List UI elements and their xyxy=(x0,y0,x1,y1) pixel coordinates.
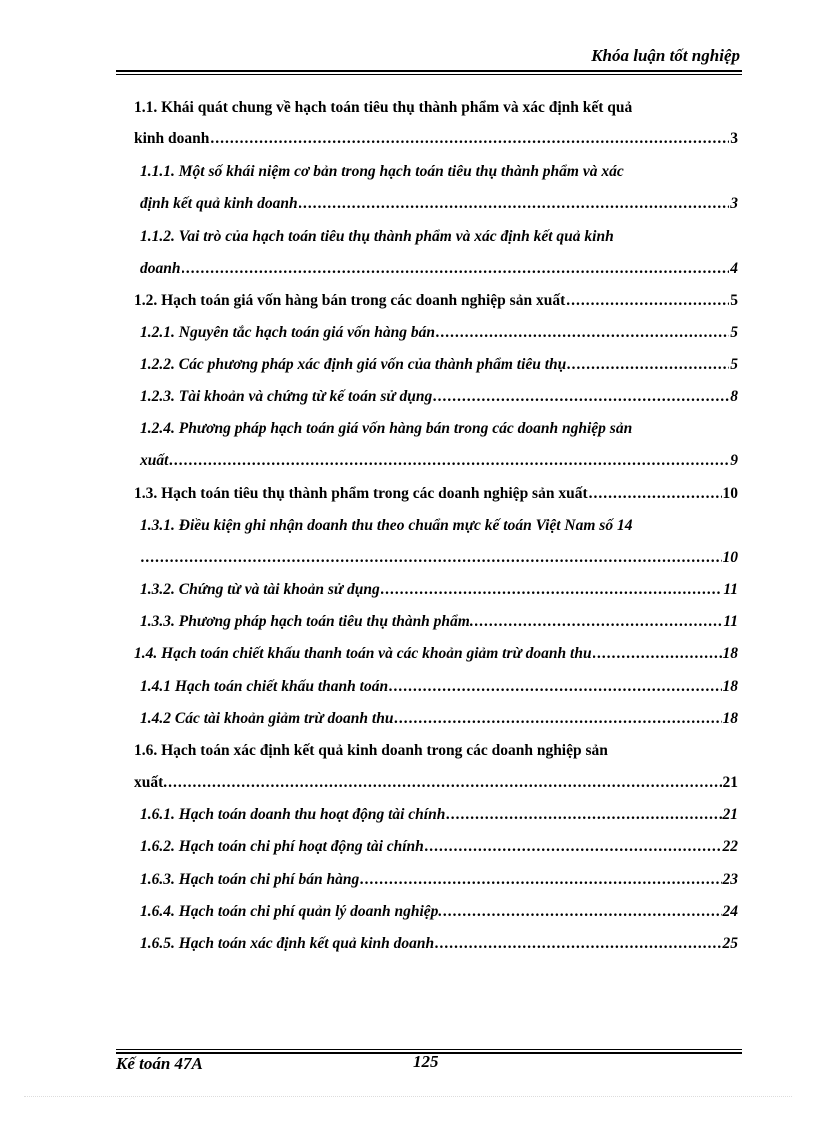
leader-dots xyxy=(381,579,723,601)
toc-page-number: 21 xyxy=(722,774,738,791)
toc-page-number: 21 xyxy=(722,806,738,823)
toc-entry-1-2-2[interactable] xyxy=(140,354,738,376)
footer-page-number: 125 xyxy=(413,1052,439,1071)
toc-entry-1-2-4-line1[interactable]: 1.2.4. Phương pháp hạch toán giá vốn hàng bán trong các doanh nghiệp sản xyxy=(140,420,633,437)
leader-dots xyxy=(425,836,722,858)
toc-page-number: 23 xyxy=(722,871,738,888)
toc-page-number: 18 xyxy=(722,710,738,727)
toc-entry-1-3-1[interactable] xyxy=(140,547,738,569)
toc-entry-text: 1.4.1 Hạch toán chiết khấu thanh toán xyxy=(140,678,389,695)
toc-entry-text: 1.6.4. Hạch toán chi phí quản lý doanh nghiệp. xyxy=(140,903,443,920)
leader-dots xyxy=(566,290,729,312)
toc-page-number: 4 xyxy=(730,260,738,277)
leader-dots xyxy=(169,450,729,472)
toc-page-number: 10 xyxy=(722,549,738,566)
toc-entry-1-6-1[interactable] xyxy=(140,804,738,826)
toc-entry-1-2-4[interactable] xyxy=(140,450,738,472)
toc-entry-text: 1.2.3. Tài khoản và chứng từ kế toán sử dụng xyxy=(140,388,433,405)
toc-page-number: 5 xyxy=(730,356,738,373)
toc-page-number: 8 xyxy=(730,388,738,405)
toc-entry-1-1[interactable] xyxy=(134,128,738,150)
toc-page-number: 3 xyxy=(730,130,738,147)
toc-entry-1-3[interactable] xyxy=(134,483,738,505)
leader-dots xyxy=(435,933,721,955)
toc-entry-text: định kết quả kinh doanh xyxy=(140,195,298,212)
toc-page-number: 11 xyxy=(723,581,738,598)
leader-dots xyxy=(168,772,721,794)
toc-page-number: 5 xyxy=(730,292,738,309)
page-edge-divider xyxy=(24,1096,792,1097)
toc-entry-1-1-1-line1[interactable]: 1.1.1. Một số khái niệm cơ bản trong hạch toán tiêu thụ thành phẩm và xác xyxy=(140,163,624,180)
toc-page-number: 9 xyxy=(730,452,738,469)
toc-entry-text: 1.6.2. Hạch toán chi phí hoạt động tài chính xyxy=(140,838,424,855)
footer-department: Kế toán 47A xyxy=(116,1054,203,1073)
toc-entry-text: 1.2. Hạch toán giá vốn hàng bán trong các doanh nghiệp sản xuất xyxy=(134,292,566,309)
toc-entry-text: 1.3.2. Chứng từ và tài khoản sử dụng xyxy=(140,581,380,598)
leader-dots xyxy=(394,708,721,730)
toc-entry-1-1-2-line1[interactable]: 1.1.2. Vai trò của hạch toán tiêu thụ thành phẩm và xác định kết quả kinh xyxy=(140,228,614,245)
toc-page-number: 22 xyxy=(722,838,738,855)
toc-entry-1-2[interactable] xyxy=(134,290,738,312)
toc-page-number: 18 xyxy=(722,678,738,695)
leader-dots xyxy=(389,676,721,698)
toc-page-number: 24 xyxy=(722,903,738,920)
toc-entry-1-4-1[interactable] xyxy=(140,676,738,698)
toc-entry-1-4[interactable] xyxy=(134,643,738,665)
leader-dots xyxy=(589,483,722,505)
leader-dots xyxy=(446,804,721,826)
toc-entry-1-2-1[interactable] xyxy=(140,322,738,344)
toc-entry-text: doanh xyxy=(140,260,181,277)
leader-dots xyxy=(593,643,722,665)
leader-dots xyxy=(443,901,721,923)
toc-page-number: 3 xyxy=(730,195,738,212)
toc-entry-text: 1.3. Hạch toán tiêu thụ thành phẩm trong các doanh nghiệp sản xuất xyxy=(134,485,588,502)
toc-entry-1-2-3[interactable] xyxy=(140,386,738,408)
toc-entry-text: xuất. xyxy=(134,774,168,791)
toc-entry-text: 1.2.1. Nguyên tắc hạch toán giá vốn hàng bán xyxy=(140,324,435,341)
toc-page-number: 5 xyxy=(730,324,738,341)
toc-entry-1-1-2[interactable] xyxy=(140,258,738,280)
toc-entry-text: 1.4.2 Các tài khoản giảm trừ doanh thu xyxy=(140,710,394,727)
leader-dots xyxy=(475,611,723,633)
toc-entry-1-4-2[interactable] xyxy=(140,708,738,730)
toc-entry-text: 1.6.5. Hạch toán xác định kết quả kinh doanh xyxy=(140,935,435,952)
toc-page-number: 11 xyxy=(723,613,738,630)
leader-dots xyxy=(141,547,722,569)
toc-entry-text: 1.3.3. Phương pháp hạch toán tiêu thụ thành phẩm. xyxy=(140,613,474,630)
toc-entry-text: 1.2.2. Các phương pháp xác định giá vốn của thành phẩm tiêu thụ xyxy=(140,356,567,373)
leader-dots xyxy=(436,322,729,344)
header-rule xyxy=(116,70,742,75)
toc-page-number: 18 xyxy=(722,645,738,662)
leader-dots xyxy=(360,869,721,891)
toc-entry-text: 1.4. Hạch toán chiết khấu thanh toán và các khoản giảm trừ doanh thu xyxy=(134,645,592,662)
leader-dots xyxy=(567,354,729,376)
toc-entry-text: 1.6.1. Hạch toán doanh thu hoạt động tài chính xyxy=(140,806,446,823)
header-title: Khóa luận tốt nghiệp xyxy=(591,46,740,65)
toc-entry-1-3-3[interactable] xyxy=(140,611,738,633)
toc-page-number: 25 xyxy=(722,935,738,952)
toc-entry-1-1-1[interactable] xyxy=(140,193,738,215)
toc-entry-1-6-5[interactable] xyxy=(140,933,738,955)
toc-entry-1-3-1-line1[interactable]: 1.3.1. Điều kiện ghi nhận doanh thu theo chuẩn mực kế toán Việt Nam số 14 xyxy=(140,517,633,534)
toc-entry-1-1-line1[interactable]: 1.1. Khái quát chung về hạch toán tiêu thụ thành phẩm và xác định kết quả xyxy=(134,99,633,116)
toc-entry-text: 1.6.3. Hạch toán chi phí bán hàng xyxy=(140,871,360,888)
toc-entry-1-6[interactable] xyxy=(134,772,738,794)
toc-entry-text: kinh doanh xyxy=(134,130,210,147)
toc-entry-1-6-line1[interactable]: 1.6. Hạch toán xác định kết quả kinh doanh trong các doanh nghiệp sản xyxy=(134,742,608,759)
leader-dots xyxy=(182,258,730,280)
leader-dots xyxy=(299,193,730,215)
leader-dots xyxy=(210,128,729,150)
toc-entry-1-6-2[interactable] xyxy=(140,836,738,858)
toc-entry-1-3-2[interactable] xyxy=(140,579,738,601)
toc-entry-1-6-3[interactable] xyxy=(140,869,738,891)
toc-entry-1-6-4[interactable] xyxy=(140,901,738,923)
toc-page-number: 10 xyxy=(722,485,738,502)
toc-entry-text: xuất xyxy=(140,452,169,469)
leader-dots xyxy=(433,386,729,408)
